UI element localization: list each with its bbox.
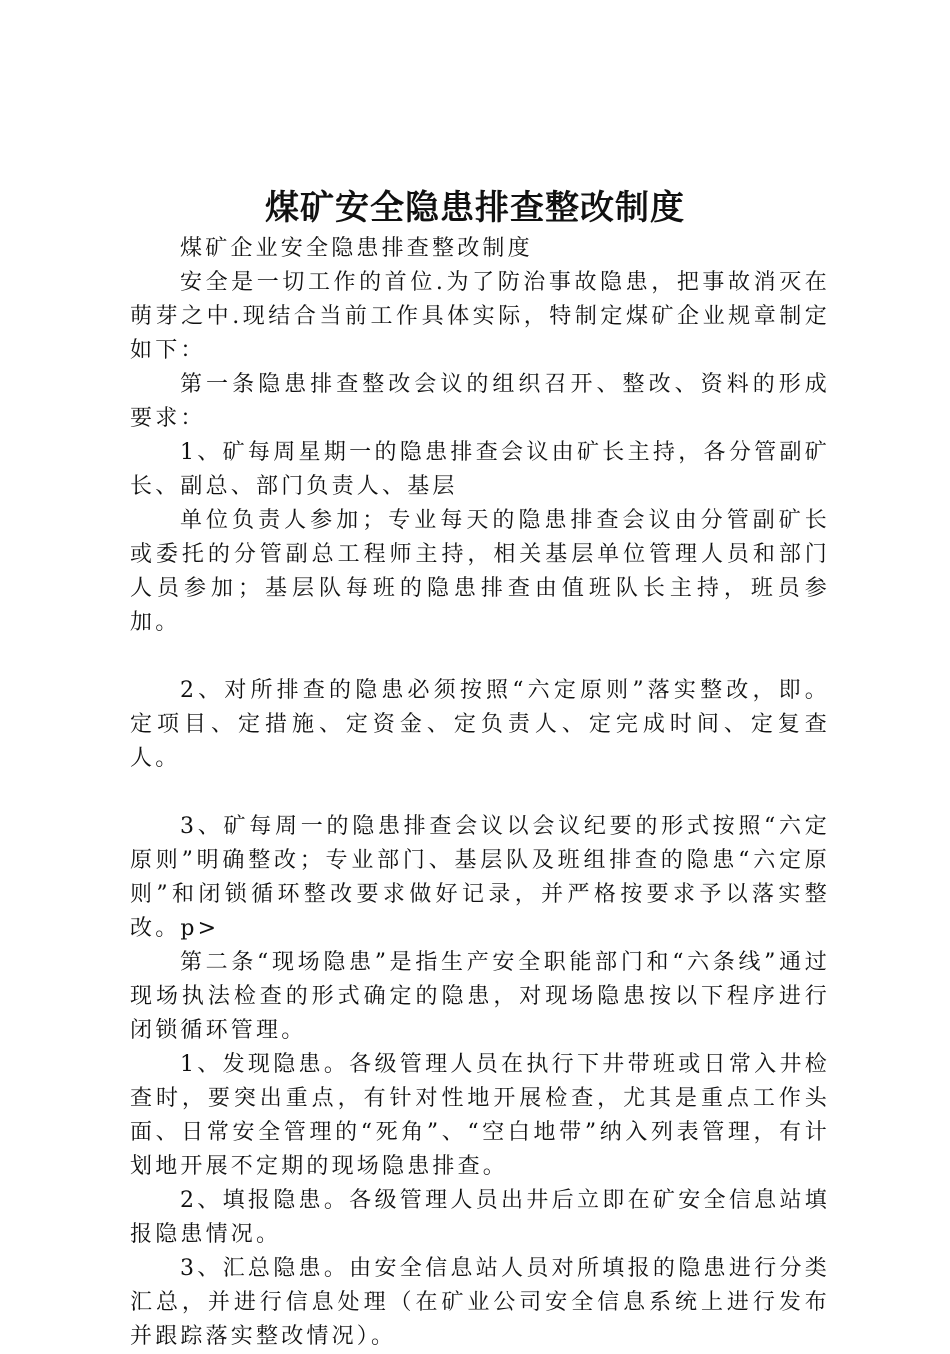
document-body [130,232,830,1354]
paragraph-step-3: 3、汇总隐患。由安全信息站人员对所填报的隐患进行分类汇总，并进行信息处理（在矿业公司安全信息系统上进行发布并跟踪落实整改情况）。 [130,1256,830,1349]
paragraph-item-3: 3、矿每周一的隐患排查会议以会议纪要的形式按照“六定原则”明确整改；专业部门、基层队及班组排查的隐患“六定原则”和闭锁循环整改要求做好记录，并严格按要求予以落实整改。p> [130,814,830,941]
paragraph-article-2: 第二条“现场隐患”是指生产安全职能部门和“六条线”通过现场执法检查的形式确定的隐患，对现场隐患按以下程序进行闭锁循环管理。 [130,950,830,1043]
paragraph-step-2: 2、填报隐患。各级管理人员出井后立即在矿安全信息站填报隐患情况。 [130,1188,830,1247]
paragraph-step-1: 1、发现隐患。各级管理人员在执行下井带班或日常入井检查时，要突出重点，有针对性地开展检查，尤其是重点工作头面、日常安全管理的“死角”、“空白地带”纳入列表管理，有计划地开展不定期的现场隐患排查。 [130,1052,830,1179]
document-title: 煤矿安全隐患排查整改制度 [265,188,685,228]
paragraph-intro: 安全是一切工作的首位.为了防治事故隐患，把事故消灭在萌芽之中.现结合当前工作具体实际，特制定煤矿企业规章制定如下： [130,270,830,363]
paragraph-item-1-cont: 单位负责人参加；专业每天的隐患排查会议由分管副矿长或委托的分管副总工程师主持，相关基层单位管理人员和部门人员参加；基层队每班的隐患排查由值班队长主持，班员参加。 [130,508,830,635]
paragraph-item-1: 1、矿每周星期一的隐患排查会议由矿长主持，各分管副矿长、副总、部门负责人、基层 [130,440,830,499]
paragraph-item-2: 2、对所排查的隐患必须按照“六定原则”落实整改，即。定项目、定措施、定资金、定负责人、定完成时间、定复查人。 [130,678,830,771]
paragraph-subtitle: 煤矿企业安全隐患排查整改制度 [180,236,533,261]
paragraph-gap [130,776,830,810]
paragraph-article-1: 第一条隐患排查整改会议的组织召开、整改、资料的形成要求： [130,372,830,431]
paragraph-gap [130,640,830,674]
